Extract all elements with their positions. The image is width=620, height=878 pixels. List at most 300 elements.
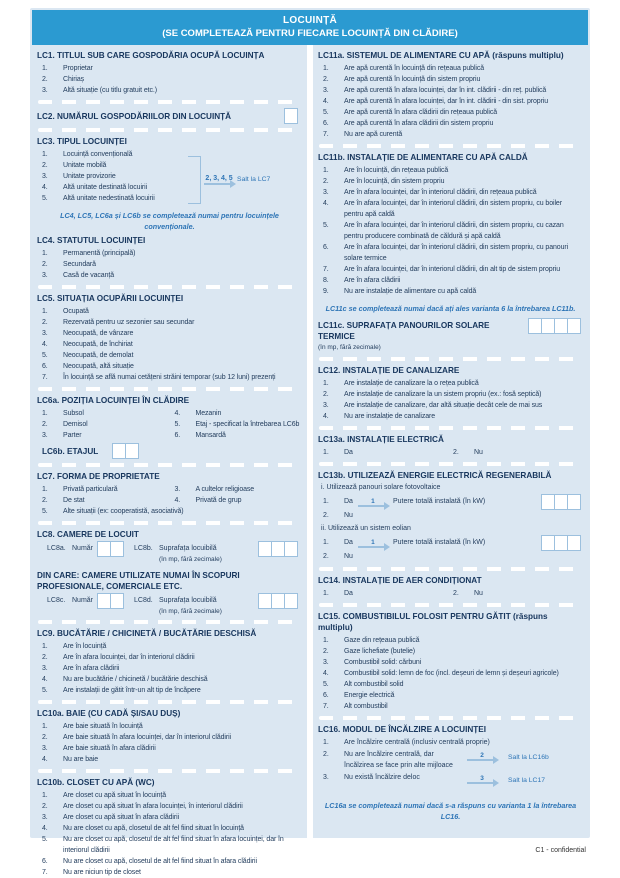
section-title-lc1: LC1. TITLUL SUB CARE GOSPODĂRIA OCUPĂ LOCUINȚA	[37, 51, 265, 60]
option-number: 7.	[323, 266, 329, 273]
option-number: 4.	[42, 341, 48, 348]
option-list-lc6a-col1	[37, 408, 170, 441]
skip-target: Salt la LC7	[237, 176, 271, 183]
option-row	[323, 96, 583, 107]
section-lc8	[37, 529, 302, 616]
section-lc9	[37, 628, 302, 696]
option-label: Subsol	[63, 410, 84, 417]
lc8c-label: Număr	[72, 597, 94, 604]
skip-value: 2	[480, 752, 484, 759]
lc11b-note: LC11c se completează numai dacă ați ales varianta 6 la întrebarea LC11b.	[325, 304, 576, 313]
option-row	[323, 657, 583, 668]
input-box[interactable]	[554, 535, 568, 551]
option-label: Are în afara locuinței, dar în interiorul clădirii	[63, 654, 195, 661]
option-row	[42, 193, 188, 204]
dashed-divider	[38, 100, 301, 104]
option-row	[42, 732, 302, 743]
option-row	[42, 361, 302, 372]
lc8a-label: Număr	[72, 545, 94, 552]
section-lc15	[318, 611, 583, 712]
option-label: A cultelor religioase	[195, 486, 255, 493]
option-row	[42, 160, 188, 171]
option-label: Altă unitate destinată locuirii	[63, 184, 148, 191]
option-row	[323, 187, 583, 198]
section-title-lc3: LC3. TIPUL LOCUINȚEI	[37, 137, 127, 146]
lc16-option-1	[318, 737, 583, 748]
option-number: 6.	[174, 432, 181, 439]
dashed-divider	[319, 567, 582, 571]
option-row	[323, 107, 583, 118]
option-row	[323, 668, 583, 679]
option-row	[42, 419, 170, 430]
option-row	[42, 685, 302, 696]
skip-target: Salt la LC17	[508, 777, 546, 784]
option-label: Gaze lichefiate (butelie)	[344, 648, 416, 655]
option-label: Casă de vacanță	[63, 272, 115, 279]
lc13b-wind-power-input[interactable]	[541, 535, 581, 551]
option-label-nu: Nu	[474, 449, 483, 456]
option-number: 4.	[174, 410, 181, 417]
lc13b-solar-power-input[interactable]	[541, 494, 581, 510]
option-row	[42, 408, 170, 419]
section-title-lc4: LC4. STATUTUL LOCUINȚEI	[37, 236, 146, 245]
option-label: Are în afara locuinței, dar în interiorul clădirii, din alt tip de sistem propriu	[344, 266, 561, 273]
input-box[interactable]	[554, 318, 568, 334]
option-number: 2.	[42, 261, 48, 268]
option-label: Are în locuință, din sistem propriu	[344, 178, 445, 185]
dashed-divider	[38, 128, 301, 132]
option-label: Are apă curentă în locuință din rețeaua publică	[344, 65, 485, 72]
option-label: Nu are closet cu apă, closetul de alt fel fiind situat în afara clădirii	[63, 858, 257, 865]
option-list-lc10a	[37, 721, 302, 765]
lc6b-label: LC6b. ETAJUL	[42, 446, 99, 456]
option-row	[42, 812, 302, 823]
option-label: Etaj - specificat la întrebarea LC6b	[195, 421, 300, 428]
option-row	[323, 701, 583, 712]
option-row	[42, 823, 302, 834]
option-label: Nu are baie	[63, 756, 99, 763]
option-number: 2.	[42, 497, 48, 504]
option-row	[42, 248, 302, 259]
option-number: 5.	[174, 421, 181, 428]
section-title-lc5: LC5. SITUAȚIA OCUPĂRII LOCUINȚEI	[37, 294, 184, 303]
input-box[interactable]	[112, 443, 126, 459]
lc8-row-ab	[37, 544, 302, 564]
option-list-lc1	[37, 63, 302, 96]
option-number: 3.	[42, 814, 48, 821]
option-number: 3.	[174, 486, 181, 493]
option-list-lc4	[37, 248, 302, 281]
lc8-row-cd	[37, 596, 302, 616]
option-row	[323, 400, 583, 411]
input-box[interactable]	[528, 318, 542, 334]
arrow-right-icon	[467, 782, 497, 784]
section-lc13b	[318, 470, 583, 563]
option-label: Nu are niciun tip de closet	[63, 869, 141, 876]
section-title-lc14: LC14. INSTALAȚIE DE AER CONDIȚIONAT	[318, 576, 482, 585]
lc13a-options	[318, 447, 583, 458]
input-box[interactable]	[541, 318, 555, 334]
option-number: 1.	[323, 380, 329, 387]
option-number: 2.	[323, 648, 329, 655]
input-box[interactable]	[97, 541, 111, 557]
option-row	[323, 389, 583, 400]
option-row	[323, 74, 583, 85]
input-box[interactable]	[97, 593, 111, 609]
option-label: Are instalație de canalizare la un sistem propriu (ex.: fosă septică)	[344, 391, 542, 398]
option-label: Nu are apă curentă	[344, 131, 403, 138]
option-row	[42, 801, 302, 812]
jump-arrow	[467, 752, 497, 761]
input-box[interactable]	[554, 494, 568, 510]
section-title-lc9: LC9. BUCĂTĂRIE / CHICINETĂ / BUCĂTĂRIE DESCHISĂ	[37, 629, 257, 638]
jump-arrow	[358, 498, 388, 507]
lc8c-id: LC8c.	[47, 597, 66, 604]
input-box[interactable]	[258, 593, 272, 609]
lc8a-number-input[interactable]	[97, 541, 124, 557]
option-number: 2.	[42, 76, 48, 83]
option-row	[42, 674, 302, 685]
option-label: Are în locuință, din rețeaua publică	[344, 167, 449, 174]
option-number: 1.	[323, 167, 329, 174]
input-box[interactable]	[284, 108, 298, 124]
lc8d-unit: (în mp, fără zecimale)	[159, 608, 222, 615]
option-number: 1.	[42, 410, 48, 417]
option-label: Alte situații (ex: cooperatistă, asociativă)	[63, 508, 184, 515]
option-number: 6.	[42, 363, 48, 370]
option-number: 6.	[323, 120, 329, 127]
lc3-skip-rule	[188, 155, 302, 204]
section-lc10a	[37, 708, 302, 765]
lc16-option-2	[318, 749, 583, 771]
section-title-lc12: LC12. INSTALAȚIE DE CANALIZARE	[318, 366, 460, 375]
option-number: 5.	[42, 352, 48, 359]
option-row	[42, 339, 302, 350]
lc8b-unit: (în mp, fără zecimale)	[159, 556, 222, 563]
option-number: 6.	[323, 692, 329, 699]
option-row	[42, 484, 170, 495]
option-number: 1.	[323, 65, 329, 72]
option-label: Demisol	[63, 421, 88, 428]
option-label: Are în afara locuinței, dar în interiorul clădirii, din sistem propriu, cu cazan pentru producere combinată de căldură și apă caldă	[344, 222, 564, 240]
option-number: 5.	[42, 836, 48, 843]
option-label: Are în afara clădirii	[63, 665, 120, 672]
option-number: 1.	[42, 250, 48, 257]
input-box[interactable]	[541, 535, 555, 551]
option-row	[323, 275, 583, 286]
section-lc11c	[318, 317, 583, 353]
section-title-lc7: LC7. FORMA DE PROPRIETATE	[37, 472, 160, 481]
input-box[interactable]	[284, 541, 298, 557]
section-title-lc11a: LC11a. SISTEMUL DE ALIMENTARE CU APĂ (răspuns multiplu)	[318, 51, 564, 60]
option-number: 3.	[42, 432, 48, 439]
option-label: Gaze din rețeaua publică	[344, 637, 420, 644]
option-label: Are closet cu apă situat în locuință	[63, 792, 167, 799]
option-row	[42, 85, 302, 96]
option-row	[42, 430, 170, 441]
option-row	[323, 242, 583, 264]
option-label: Parter	[63, 432, 82, 439]
dashed-divider	[319, 716, 582, 720]
option-number: 1.	[42, 792, 48, 799]
section-lc10b	[37, 777, 302, 878]
option-number: 4.	[323, 200, 329, 207]
option-label-nu: Nu	[474, 590, 483, 597]
dashed-divider	[38, 620, 301, 624]
input-box[interactable]	[110, 541, 124, 557]
option-number: 3.	[42, 173, 48, 180]
lc8-subtitle: DIN CARE: CAMERE UTILIZATE NUMAI ÎN SCOPURI PROFESIONALE, COMERCIALE ETC.	[37, 571, 240, 591]
option-number: 7.	[42, 374, 48, 381]
dashed-divider	[38, 700, 301, 704]
option-number: 1.	[323, 498, 329, 505]
option-row	[42, 149, 188, 160]
section-title-lc8: LC8. CAMERE DE LOCUIT	[37, 530, 139, 539]
option-number: 2.	[42, 734, 48, 741]
option-label: Are instalații de gătit într-un alt tip de încăpere	[63, 687, 201, 694]
option-label: Energie electrică	[344, 692, 395, 699]
lc8c-number-input[interactable]	[97, 593, 124, 609]
option-label: Altă situație (cu titlu gratuit etc.)	[63, 87, 157, 94]
section-lc2	[37, 108, 302, 124]
lc8d-area-input[interactable]	[258, 593, 298, 609]
option-label: Privată de grup	[195, 497, 242, 504]
input-box[interactable]	[110, 593, 124, 609]
option-number: 1.	[323, 739, 329, 746]
dashed-divider	[38, 463, 301, 467]
option-number: 7.	[42, 869, 48, 876]
option-list-lc11b	[318, 165, 583, 297]
lc8b-id: LC8b.	[134, 545, 153, 552]
option-row	[323, 165, 583, 176]
option-label: Nu are closet cu apă, closetul de alt fel fiind situat în locuință	[63, 825, 244, 832]
lc2-number-input[interactable]	[284, 108, 298, 124]
dashed-divider	[319, 144, 582, 148]
option-label: Mansardă	[195, 432, 226, 439]
dashed-divider	[38, 285, 301, 289]
option-row	[42, 372, 302, 383]
lc13b-q2-nu-row	[318, 551, 583, 563]
option-row	[323, 286, 583, 297]
dashed-divider	[319, 357, 582, 361]
option-number: 1.	[323, 590, 329, 597]
option-row	[42, 506, 302, 517]
option-list-lc7-col1	[37, 484, 170, 506]
input-box[interactable]	[541, 494, 555, 510]
skip-value: 3	[480, 775, 484, 782]
input-box[interactable]	[567, 535, 581, 551]
option-number: 2.	[42, 319, 48, 326]
option-row	[175, 430, 303, 441]
section-title-lc11b: LC11b. INSTALAȚIE DE ALIMENTARE CU APĂ CALDĂ	[318, 153, 528, 162]
option-number: 2.	[453, 590, 459, 597]
option-label: Are apă curentă în afara clădirii din sistem propriu	[344, 120, 494, 127]
option-number: 2.	[42, 421, 48, 428]
option-label: Nu are instalație de canalizare	[344, 413, 436, 420]
option-label: Nu are closet cu apă, closetul de alt fel fiind situat în afara locuinței, dar în interiorul clădirii	[63, 836, 284, 854]
option-label: Locuință convențională	[63, 151, 133, 158]
section-lc6	[37, 395, 302, 459]
option-number: 3.	[42, 330, 48, 337]
option-number: 3.	[42, 665, 48, 672]
option-label: Mezanin	[195, 410, 222, 417]
option-label: Neocupată, de vânzare	[63, 330, 134, 337]
option-label: Proprietar	[63, 65, 93, 72]
option-row	[323, 646, 583, 657]
input-box[interactable]	[567, 318, 581, 334]
option-row	[42, 743, 302, 754]
skip-value: 1	[371, 497, 375, 505]
left-column	[32, 45, 307, 876]
option-row	[323, 176, 583, 187]
lc13b-q2-intro: ii. Utilizează un sistem eolian	[321, 525, 411, 532]
option-number: 4.	[42, 676, 48, 683]
option-row	[42, 350, 302, 361]
dashed-divider	[319, 462, 582, 466]
option-row	[42, 74, 302, 85]
option-row	[42, 270, 302, 281]
option-number: 1.	[42, 308, 48, 315]
section-lc4	[37, 235, 302, 281]
skip-values: 2, 3, 4, 5	[205, 175, 233, 182]
option-row	[323, 264, 583, 275]
option-label: Are în afara locuinței, dar în interiorul clădirii, din rețeaua publică	[344, 189, 537, 196]
option-label-nu: Nu	[344, 512, 353, 519]
option-label: Permanentă (principală)	[63, 250, 136, 257]
option-row	[42, 63, 302, 74]
option-row	[42, 856, 302, 867]
option-number: 3.	[323, 402, 329, 409]
lc11c-area-input[interactable]	[528, 318, 581, 334]
option-label: Unitate mobilă	[63, 162, 107, 169]
input-box[interactable]	[284, 593, 298, 609]
option-row	[323, 378, 583, 389]
option-row	[323, 635, 583, 646]
option-number: 4.	[42, 756, 48, 763]
option-label: Unitate provizorie	[63, 173, 116, 180]
option-row	[175, 419, 303, 430]
input-box[interactable]	[271, 593, 285, 609]
input-box[interactable]	[258, 541, 272, 557]
dashed-divider	[319, 603, 582, 607]
jump-arrow	[467, 775, 497, 784]
section-lc1	[37, 50, 302, 96]
arrow-right-icon	[204, 183, 234, 185]
option-label-da: Da	[344, 590, 353, 597]
option-number: 2.	[323, 553, 329, 560]
option-number: 3.	[42, 87, 48, 94]
option-label-da: Da	[344, 498, 353, 505]
option-number: 5.	[42, 687, 48, 694]
section-title-lc2: LC2. NUMĂRUL GOSPODĂRIILOR DIN LOCUINȚĂ	[37, 112, 232, 121]
option-label: Neocupată, de demolat	[63, 352, 134, 359]
lc6b-floor-input[interactable]	[112, 443, 139, 459]
option-row	[323, 129, 583, 140]
option-list-lc6a-col2	[170, 408, 303, 441]
option-label: Chiriaș	[63, 76, 85, 83]
lc3-note: LC4, LC5, LC6a și LC6b se completează numai pentru locuințele convenționale.	[60, 211, 279, 231]
option-row	[42, 328, 302, 339]
option-number: 4.	[42, 825, 48, 832]
dashed-divider	[38, 387, 301, 391]
input-box[interactable]	[125, 443, 139, 459]
section-lc11a	[318, 50, 583, 140]
bracket-icon	[188, 156, 201, 204]
option-number: 8.	[323, 277, 329, 284]
lc13b-q1-da-row	[318, 494, 583, 510]
option-label: Are apă curentă în locuință din sistem propriu	[344, 76, 481, 83]
option-label: Nu există încălzire deloc	[344, 774, 420, 781]
option-number: 2.	[323, 751, 329, 758]
section-lc3	[37, 136, 302, 232]
lc16-option-3	[318, 772, 583, 786]
option-row	[323, 198, 583, 220]
option-number: 3.	[323, 659, 329, 666]
section-title-lc13b: LC13b. UTILIZEAZĂ ENERGIE ELECTRICĂ REGENERABILĂ	[318, 471, 552, 480]
option-number: 5.	[42, 508, 48, 515]
right-column	[313, 45, 588, 853]
option-number: 1.	[42, 151, 48, 158]
lc13b-power-label: Putere totală instalată (în kW)	[392, 498, 486, 505]
option-number: 4.	[174, 497, 181, 504]
option-label: Are instalație de canalizare, dar altă situație decât cele de mai sus	[344, 402, 543, 409]
option-number: 7.	[323, 131, 329, 138]
option-row	[42, 652, 302, 663]
lc13b-q1-intro: i. Utilizează panouri solare fotovoltaice	[321, 484, 441, 491]
option-list-lc5	[37, 306, 302, 383]
option-list-lc11a	[318, 63, 583, 140]
section-lc12	[318, 365, 583, 422]
arrow-right-icon	[358, 546, 388, 548]
option-number: 5.	[42, 195, 48, 202]
option-list-lc12	[318, 378, 583, 422]
option-label: Nu are încălzire centrală, dar încălzirea se face prin alte mijloace	[344, 751, 453, 769]
option-label: Are baie situată în afara locuinței, dar în interiorul clădirii	[63, 734, 232, 741]
option-row	[42, 790, 302, 801]
form-subtitle: (SE COMPLETEAZĂ PENTRU FIECARE LOCUINȚĂ DIN CLĂDIRE)	[162, 28, 458, 39]
lc11c-unit: (în mp, fără zecimale)	[318, 344, 381, 351]
option-number: 1.	[42, 643, 48, 650]
input-box[interactable]	[271, 541, 285, 557]
lc13b-q2-da-row	[318, 535, 583, 551]
option-number: 5.	[323, 681, 329, 688]
form-header	[32, 10, 588, 45]
option-label: Combustibil solid: lemn de foc (incl. deșeuri de lemn și deșeuri agricole)	[344, 670, 559, 677]
option-number: 6.	[323, 244, 329, 251]
option-number: 2.	[42, 654, 48, 661]
option-label: Nu are instalație de alimentare cu apă caldă	[344, 288, 477, 295]
input-box[interactable]	[567, 494, 581, 510]
option-number: 4.	[323, 98, 329, 105]
option-row	[175, 495, 303, 506]
lc8d-id: LC8d.	[134, 597, 153, 604]
confidential-label: C1 - confidential	[535, 847, 586, 854]
option-number: 3.	[42, 272, 48, 279]
option-label: Privată particulară	[63, 486, 118, 493]
option-number: 1.	[42, 723, 48, 730]
option-number: 3.	[323, 87, 329, 94]
option-row	[323, 118, 583, 129]
option-number: 3.	[42, 745, 48, 752]
option-row	[42, 259, 302, 270]
section-lc7	[37, 471, 302, 517]
option-number: 2.	[453, 449, 459, 456]
lc8b-area-input[interactable]	[258, 541, 298, 557]
form-title: LOCUINȚĂ	[282, 15, 338, 26]
option-number: 1.	[323, 449, 329, 456]
section-title-lc13a: LC13a. INSTALAȚIE ELECTRICĂ	[318, 435, 444, 444]
option-row	[323, 679, 583, 690]
